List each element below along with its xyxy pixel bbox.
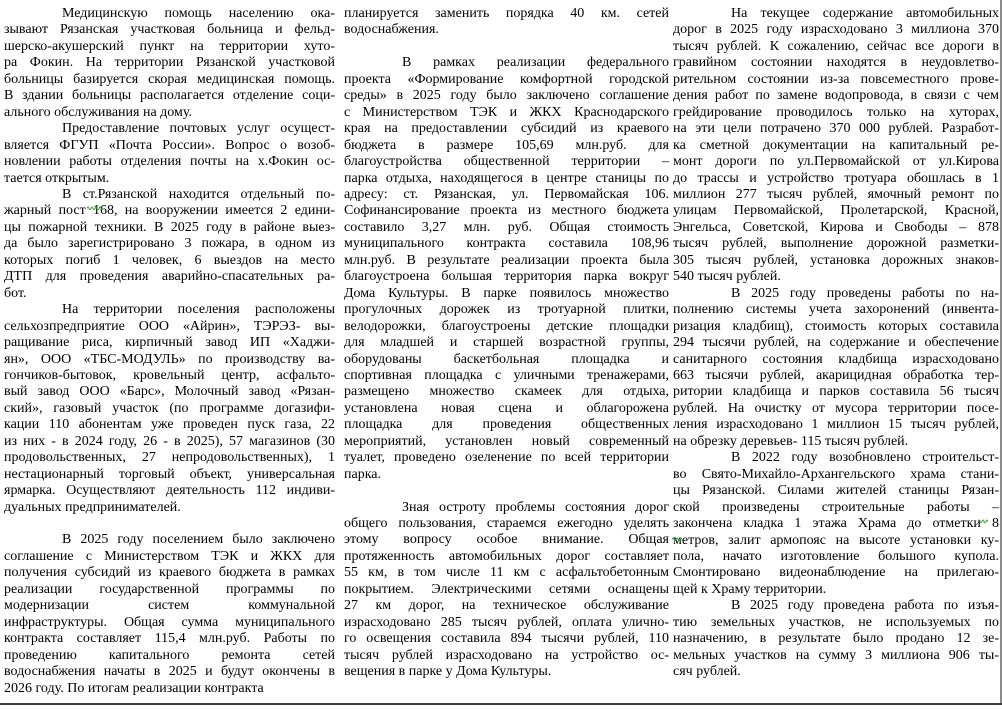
text-line: 55 км, в том числе 11 км с асфальтобетонным xyxy=(344,565,669,581)
text-line: которых погиб 1 человек, 6 выездов на место xyxy=(4,252,335,268)
text-line: жарный пост 168, на вооружении имеется 2 едини- xyxy=(4,203,335,219)
text-line: полнению системы учета захоронений (инвента- xyxy=(673,302,999,318)
text-line: миллион 277 тысяч рублей, ямочный ремонт по xyxy=(673,186,999,202)
text-line: ской произведены строительные работы – xyxy=(673,499,999,515)
text-line: этому вопросу особое внимание. Общая xyxy=(344,532,669,548)
text-line: оборудованы баскетбольная площадка и xyxy=(344,351,669,367)
text-line: закончена кладка 1 этажа Храма до отметки 8 xyxy=(673,516,999,532)
text-line: назначению, в результате было продано 12 зе- xyxy=(673,631,999,647)
text-line: до трассы и устройство тротуара обошлась в 1 xyxy=(673,170,999,186)
text-line: пола, начато изготовление большого купола. xyxy=(673,548,999,564)
text-line: туалет, проведено озеленение по всей территории xyxy=(344,450,669,466)
text-line: Софинансирование проекта из местного бюджета xyxy=(344,203,669,219)
paragraph xyxy=(4,121,335,187)
text-line: цы пожарной техники. В 2025 году в районе выез- xyxy=(4,219,335,235)
text-line: Смонтировано видеонаблюдение на прилегаю- xyxy=(673,565,999,581)
text-line: тысяч рублей, выполнение дорожной разметки- xyxy=(673,236,999,252)
text-line: больницы базируется скорая медицинская помощь. xyxy=(4,71,335,87)
paragraph xyxy=(673,598,999,680)
text-line: Энгельса, Советской, Кирова и Свободы – 878 xyxy=(673,219,999,235)
text-line: проведению капитального ремонта сетей xyxy=(4,647,335,663)
text-line: В рамках реализации федерального xyxy=(402,55,669,71)
text-line: дения работ по замене водопровода, в связи с чем xyxy=(673,88,999,104)
paragraph xyxy=(344,6,669,39)
text-line: 27 км дорог, на техническое обслуживание xyxy=(344,598,669,614)
text-line: ка сметной документации на капитальный ре- xyxy=(673,137,999,153)
text-line: млн.руб. В результате реализации проекта была xyxy=(344,252,669,268)
text-line: реализации государственной программы по xyxy=(4,581,335,597)
text-line: установлена новая сцена и облагорожена xyxy=(344,400,669,416)
text-line: щей к Храму территории. xyxy=(673,581,827,597)
text-line: гравийном состоянии находятся в неудовлетво- xyxy=(673,55,999,71)
text-line: сяч рублей. xyxy=(673,664,741,680)
text-line: тысяч рублей израсходовано на устройство ос- xyxy=(344,647,669,663)
text-line: шерско-акушерский пункт на территории хуто- xyxy=(4,38,335,54)
text-line: ярмарка. Осуществляют деятельность 112 индиви- xyxy=(4,483,335,499)
text-line: го освещения составила 894 тысячи рублей, 110 xyxy=(344,631,669,647)
text-line: модернизации систем коммунальной xyxy=(4,598,335,614)
text-line: монт дороги по ул.Первомайской от ул.Кирова xyxy=(673,154,999,170)
text-line: ризация кладбищ), стоимость которых составила xyxy=(673,318,999,334)
text-line: мероприятий, установлен новый современный xyxy=(344,433,669,449)
text-line: из них - в 2024 году, 26 - в 2025), 57 магазинов (30 xyxy=(4,433,335,449)
text-line: рублей. На очистку от мусора территории посе- xyxy=(673,400,999,416)
text-line: муниципального контракта составила 108,96 xyxy=(344,236,669,252)
text-line: для младшей и старшей возрастной группы, xyxy=(344,335,669,351)
text-line: общего пользования, стараемся ежегодно уделять xyxy=(344,516,669,532)
text-line: В 2025 году поселением было заключено xyxy=(62,532,335,548)
text-line: продовольственных, 27 непродовольственных), 1 xyxy=(4,450,335,466)
text-line: благоустройства общественной территории – xyxy=(344,154,669,170)
text-line: Предоставление почтовых услуг осущест- xyxy=(62,121,335,137)
paragraph xyxy=(4,532,335,697)
text-line: парка отдыха, находящегося в центре станицы по xyxy=(344,170,669,186)
text-line: среды» в 2025 году было заключено соглашение xyxy=(344,88,669,104)
text-column-1 xyxy=(4,6,335,697)
paragraph xyxy=(673,6,999,286)
text-column-2 xyxy=(344,6,669,681)
text-line: водоснабжения. xyxy=(344,22,439,38)
paragraph xyxy=(4,6,335,121)
text-line: грейдирование проводилось только на хуторах, xyxy=(673,104,999,120)
text-line: прогулочных дорожек из тротуарной плитки, xyxy=(344,302,669,318)
text-line: В здании больницы располагается отделение соци- xyxy=(4,88,335,104)
text-line: В 2025 году проведены работы по на- xyxy=(731,285,999,301)
text-line: вещения в парке у Дома Культуры. xyxy=(344,664,552,680)
text-line: дуальных предпринимателей. xyxy=(4,499,181,515)
text-line: адресу: ст. Рязанская, ул. Первомайская 106. xyxy=(344,186,669,202)
text-line: покрытием. Электрическими сетями оснащены xyxy=(344,581,669,597)
text-line: мельных участков на сумму 3 миллиона 906 ты- xyxy=(673,647,999,663)
text-line: вый завод ООО «Барс», Молочный завод «Рязан- xyxy=(4,384,335,400)
text-line: В 2025 году проведена работа по изъя- xyxy=(731,598,999,614)
text-line: да было зарегистрировано 3 пожара, в одном из xyxy=(4,236,335,252)
text-line: велодорожки, благоустроены детские площадки xyxy=(344,318,669,334)
text-line: санитарного состояния кладбища израсходовано xyxy=(673,351,999,367)
text-line: ский», газовый участок (по программе догазифи- xyxy=(4,400,335,416)
text-line: 663 тысячи рублей, акарицидная обработка тер- xyxy=(673,367,999,383)
text-line: улицам Первомайской, Пролетарской, Красной, xyxy=(673,203,999,219)
text-line: бюджета в размере 105,69 млн.руб. для xyxy=(344,137,669,153)
text-line: парка. xyxy=(344,466,382,482)
text-line: ления израсходовано 1 миллион 15 тысяч рублей, xyxy=(673,417,999,433)
text-line: гончиков-бытовок, кровельный центр, асфальто- xyxy=(4,367,335,383)
paragraph xyxy=(4,187,335,302)
text-line: протяженность автомобильных дорог составляет xyxy=(344,548,669,564)
paragraph xyxy=(344,500,669,681)
text-line: нестационарный торговый объект, универсальная xyxy=(4,466,335,482)
text-line: получения субсидий из краевого бюджета в рамках xyxy=(4,565,335,581)
text-line: благоустроена большая территория парка вокруг xyxy=(344,269,669,285)
text-line: метров, залит армопояс на высоте установки ку- xyxy=(673,532,999,548)
text-line: ян», ООО «ТБС-МОДУЛЬ» по производству ва- xyxy=(4,351,335,367)
text-line: составило 3,27 млн. руб. Общая стоимость xyxy=(344,219,669,235)
text-line: сельхозпредприятие ООО «Айрин», ТЭРЭЗ- вы- xyxy=(4,318,335,334)
text-line: водоснабжения начаты в 2025 и будут окончены в xyxy=(4,664,335,680)
text-line: В 2022 году возобновлено строительст- xyxy=(731,450,999,466)
text-line: спортивная площадка с уличными тренажерами, xyxy=(344,367,669,383)
text-line: ДТП для проведения аварийно-спасательных ра- xyxy=(4,269,335,285)
text-line: 540 тысяч рублей. xyxy=(673,269,781,285)
text-line: Медицинскую помощь населению ока- xyxy=(62,6,335,21)
text-line: Дома Культуры. В парке появилось множество xyxy=(344,285,669,301)
text-line: на эти цели потрачено 370 000 рублей. Разработ- xyxy=(673,121,999,137)
text-line: 305 тысяч рублей, установка дорожных знаков- xyxy=(673,252,999,268)
text-line: зывают Рязанская участковая больница и фельд- xyxy=(4,22,335,38)
text-line: тию земельных участков, не используемых по xyxy=(673,614,999,630)
text-line: вляется ФГУП «Почта России». Вопрос о возоб- xyxy=(4,137,335,153)
text-line: 294 тысячи рублей, на содержание и обеспечение xyxy=(673,335,999,351)
text-line: площадка для проведения общественных xyxy=(344,417,669,433)
text-line: ра Фокин. На территории Рязанской участковой xyxy=(4,55,335,71)
page-bottom-border xyxy=(0,703,1002,705)
text-line: инфраструктуры. Общая сумма муниципального xyxy=(4,614,335,630)
text-column-3 xyxy=(673,6,999,681)
paragraph xyxy=(673,450,999,598)
text-line: размещено множество скамеек для отдыха, xyxy=(344,384,669,400)
text-line: тается открытым. xyxy=(4,170,110,186)
text-line: с Министерством ТЭК и ЖКХ Краснодарского xyxy=(344,104,669,120)
text-line: края на предоставлении субсидий из краевого xyxy=(344,121,669,137)
text-line: новлении работы отделения почты на х.Фокин ос- xyxy=(4,154,335,170)
text-line: рительном состоянии из-за повсеместного прове- xyxy=(673,71,999,87)
text-line: соглашение с Министерством ТЭК и ЖКХ для xyxy=(4,548,335,564)
text-line: В ст.Рязанской находится отдельный по- xyxy=(62,186,335,202)
text-line: во Свято-Михайло-Архангельского храма стани- xyxy=(673,466,999,482)
text-line: ритории кладбища и парков составила 56 тысяч xyxy=(673,384,999,400)
text-line: цы Рязанской. Силами жителей станицы Рязан- xyxy=(673,483,999,499)
text-line: проекта «Формирование комфортной городской xyxy=(344,71,669,87)
text-line: тысяч рублей. К сожалению, сейчас все дороги в xyxy=(673,38,999,54)
text-line: ращивание риса, кирпичный завод ИП «Хаджи- xyxy=(4,335,335,351)
text-line: бот. xyxy=(4,285,27,301)
paragraph xyxy=(4,302,335,516)
text-line: израсходовано 285 тысяч рублей, оплата улично- xyxy=(344,614,669,630)
text-line: Зная остроту проблемы состояния дорог xyxy=(402,499,669,515)
paragraph xyxy=(673,286,999,451)
text-line: На текущее содержание автомобильных xyxy=(731,6,999,21)
text-line: 2026 году. По итогам реализации контракта xyxy=(4,680,264,696)
text-line: дорог в 2025 году израсходовано 3 миллиона 370 xyxy=(673,22,999,38)
text-line: на обрезку деревьев- 115 тысяч рублей. xyxy=(673,433,909,449)
text-line: контракта составляет 115,4 млн.руб. Работы по xyxy=(4,631,335,647)
text-line: ального обслуживания на дому. xyxy=(4,104,192,120)
text-line: кации 110 абонентам уже проведен пуск газа, 22 xyxy=(4,417,335,433)
text-line: планируется заменить порядка 40 км. сетей xyxy=(344,6,669,21)
text-line: На территории поселения расположены xyxy=(62,302,335,318)
paragraph xyxy=(344,55,669,483)
